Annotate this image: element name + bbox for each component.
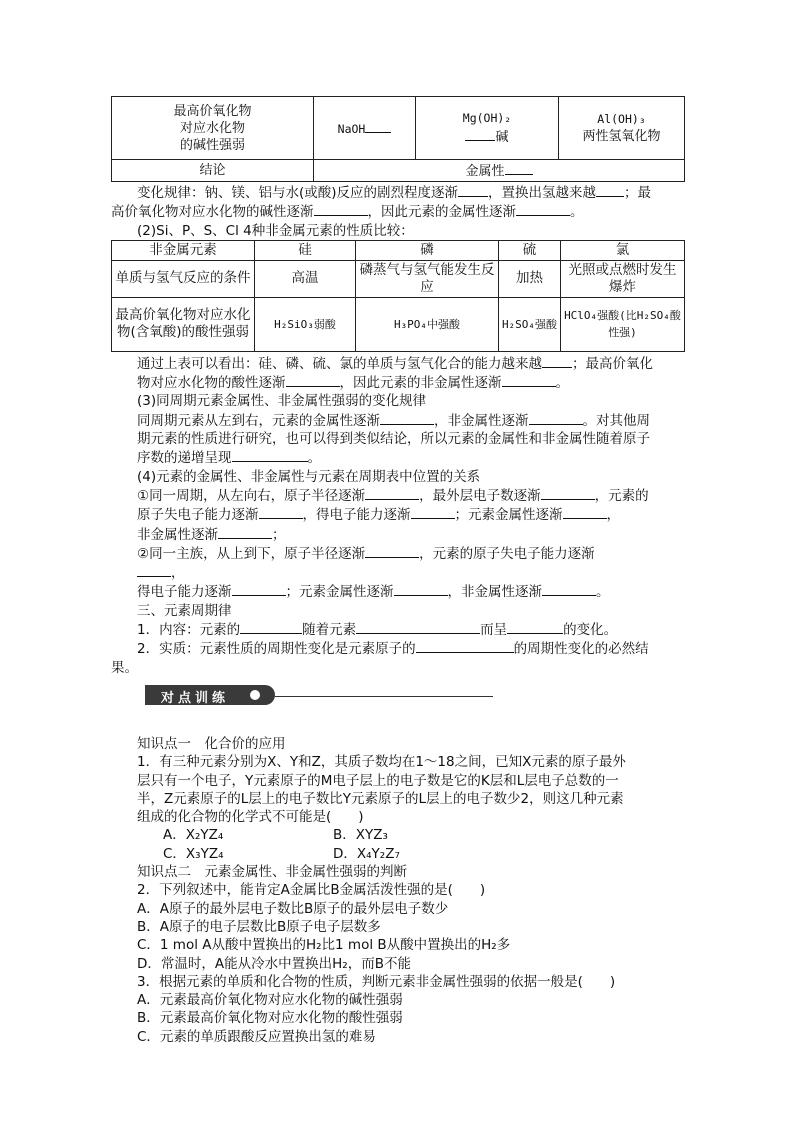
text: ；最高价氧化 — [572, 355, 653, 372]
text: ，因此元素的金属性逐渐 — [367, 204, 516, 221]
blank[interactable] — [365, 486, 419, 500]
text: 组成的化合物的化学式不可能是( ) — [137, 809, 364, 826]
text: 的周期性变化的必然结 — [513, 641, 649, 658]
header-s: 硫 — [499, 240, 561, 260]
text: 物对应水化物的酸性逐渐 — [137, 375, 286, 392]
option-a[interactable]: A．A原子的最外层电子数比B原子的最外层电子数少 — [137, 900, 449, 917]
banner-rule — [275, 696, 493, 697]
si-acid: H₂SiO₃弱酸 — [255, 297, 356, 351]
knowledge-point-1: 知识点一 化合价的应用 — [137, 735, 286, 752]
text: 2．实质：元素性质的周期性变化是元素原子的 — [137, 641, 416, 658]
blank[interactable] — [541, 486, 595, 500]
text: ； — [272, 526, 286, 543]
option-b[interactable]: B．A原子的电子层数比B原子电子层数多 — [137, 918, 381, 935]
blank[interactable] — [240, 620, 302, 634]
option-a[interactable]: A．X₂YZ₄ — [163, 827, 224, 844]
blank[interactable] — [542, 354, 572, 368]
blank[interactable] — [380, 411, 434, 425]
text: 高价氧化物对应水化物的碱性逐渐 — [111, 204, 314, 221]
text: ， — [606, 507, 620, 524]
blank[interactable] — [411, 505, 455, 519]
blank[interactable] — [542, 582, 596, 596]
text: 同周期元素从左到右，元素的金属性逐渐 — [137, 412, 380, 429]
blank[interactable] — [529, 411, 583, 425]
blank[interactable] — [286, 373, 340, 387]
text: 。 — [307, 450, 321, 467]
text: ①同一周期，从左向右，原子半径逐渐 — [137, 487, 366, 504]
practice-banner — [137, 685, 685, 707]
header-p: 磷 — [356, 240, 499, 260]
text: ，非金属性逐渐 — [447, 584, 542, 601]
text: ，得电子能力逐渐 — [302, 507, 411, 524]
header-element: 非金属元素 — [112, 240, 255, 260]
text: ，最外层电子数逐渐 — [419, 487, 541, 504]
text: ；元素金属性逐渐 — [454, 507, 563, 524]
blank[interactable] — [314, 202, 368, 216]
blank[interactable] — [507, 620, 563, 634]
mgoh2-cell — [416, 97, 559, 160]
rule-paragraph — [111, 183, 685, 202]
metal-comparison-table — [111, 96, 685, 182]
body-text — [111, 354, 685, 677]
option-c[interactable]: C．X₃YZ₄ — [163, 845, 224, 862]
text: 得电子能力逐渐 — [137, 584, 232, 601]
option-d[interactable]: D．常温时，A能从冷水中置换出H₂，而B不能 — [137, 955, 411, 972]
aloh3-desc: 两性氢氧化物 — [582, 129, 661, 144]
blank[interactable] — [259, 505, 303, 519]
text: 果。 — [111, 659, 138, 676]
text: 而呈 — [480, 622, 508, 639]
practice-section — [111, 735, 685, 1046]
mgoh2-label: Mg(OH)₂ — [462, 111, 512, 125]
text: ， — [171, 565, 185, 582]
text: ，元素的原子失电子能力逐渐 — [419, 545, 595, 562]
text: 非金属性逐渐 — [137, 526, 218, 543]
metallicity-label: 金属性 — [465, 164, 505, 179]
option-b[interactable]: B．XYZ₃ — [333, 827, 388, 844]
conclusion-cell — [314, 160, 685, 182]
conclusion-label: 结论 — [112, 160, 314, 182]
text: 层只有一个电子，Y元素原子的M电子层上的电子数是它的K层和L层电子总数的一 — [137, 772, 619, 789]
blank[interactable] — [137, 563, 171, 577]
naoh-label: NaOH — [337, 121, 366, 136]
text: 。 — [570, 204, 584, 221]
text: ，非金属性逐渐 — [434, 412, 529, 429]
text: ，元素的 — [594, 487, 649, 504]
blank[interactable] — [365, 544, 419, 558]
row-label-acidity: 最高价氧化物对应水化物(含氧酸)的酸性强弱 — [112, 297, 255, 351]
blank[interactable] — [516, 202, 570, 216]
text: 期元素的性质进行研究，也可以得到类似结论，所以元素的金属性和非金属性随着原子 — [137, 431, 650, 448]
option-d[interactable]: D．X₄Y₂Z₇ — [333, 845, 400, 862]
question-1: 1．有三种元素分别为X、Y和Z，其质子数均在1～18之间，已知X元素的原子最外 — [137, 754, 626, 771]
section-heading-nonmetal: (2)Si、P、S、Cl 4种非金属元素的性质比较： — [137, 222, 414, 239]
s-reaction: 加热 — [499, 260, 561, 297]
blank[interactable] — [365, 119, 391, 133]
blank[interactable] — [465, 127, 495, 141]
option-c[interactable]: C．1 mol A从酸中置换出的H₂比1 mol B从酸中置换出的H₂多 — [137, 937, 511, 954]
question-3: 3．根据元素的单质和化合物的性质，判断元素非金属性强弱的依据一般是( ) — [137, 973, 616, 990]
option-a[interactable]: A．元素最高价氧化物对应水化物的碱性强弱 — [137, 992, 403, 1009]
blank[interactable] — [394, 582, 448, 596]
question-2: 2．下列叙述中，能肯定A金属比B金属活泼性强的是( ) — [137, 882, 486, 899]
row-label-h2-reaction: 单质与氢气反应的条件 — [112, 260, 255, 297]
header-cl: 氯 — [561, 240, 685, 260]
text: 变化规律：钠、镁、铝与水(或酸)反应的剧烈程度逐渐 — [137, 185, 459, 201]
text: 随着元素 — [302, 622, 357, 639]
cl-reaction: 光照或点燃时发生爆炸 — [561, 260, 685, 297]
text: 原子失电子能力逐渐 — [137, 507, 259, 524]
blank[interactable] — [416, 639, 514, 653]
text: 半，Z元素原子的L层上的电子数比Y元素原子的L层上的电子数少2，则这几种元素 — [137, 790, 624, 807]
text: 通过上表可以看出：硅、磷、硫、氯的单质与氢气化合的能力越来越 — [137, 355, 542, 372]
bullet-icon — [250, 690, 260, 700]
knowledge-point-2: 知识点二 元素金属性、非金属性强弱的判断 — [137, 864, 407, 881]
blank[interactable] — [356, 620, 480, 634]
si-reaction: 高温 — [255, 260, 356, 297]
cl-acid: HClO₄强酸(比H₂SO₄酸性强) — [561, 297, 685, 351]
nonmetal-comparison-table — [111, 240, 685, 352]
blank[interactable] — [505, 161, 533, 175]
option-b[interactable]: B．元素最高价氧化物对应水化物的酸性强弱 — [137, 1010, 403, 1027]
text: 。 — [596, 584, 610, 601]
section-heading-position: (4)元素的金属性、非金属性与元素在周期表中位置的关系 — [137, 468, 481, 485]
text: 。对其他周 — [582, 412, 650, 429]
blank[interactable] — [218, 525, 272, 539]
blank[interactable] — [458, 183, 488, 197]
section-heading-periodic-law: 三、元素周期律 — [137, 602, 232, 619]
blank[interactable] — [596, 183, 624, 197]
p-reaction: 磷蒸气与氢气能发生反应 — [356, 260, 499, 297]
page — [111, 96, 685, 1046]
text: ，置换出氢越来越 — [488, 185, 597, 201]
text: ；元素金属性逐渐 — [285, 584, 394, 601]
text: 1．内容：元素的 — [137, 622, 241, 639]
header-si: 硅 — [255, 240, 356, 260]
mgoh2-suffix: 碱 — [495, 130, 509, 145]
blank[interactable] — [502, 373, 556, 387]
text: ②同一主族，从上到下，原子半径逐渐 — [137, 545, 366, 562]
text: ，因此元素的非金属性逐渐 — [339, 375, 502, 392]
naoh-cell — [314, 97, 416, 160]
blank[interactable] — [232, 582, 286, 596]
blank[interactable] — [232, 448, 308, 462]
cell-line: 对应水化物 — [179, 120, 245, 136]
p-acid: H₃PO₄中强酸 — [356, 297, 499, 351]
option-c[interactable]: C．元素的单质跟酸反应置换出氢的难易 — [137, 1028, 376, 1045]
text: 的变化。 — [563, 622, 618, 639]
text: 。 — [555, 375, 569, 392]
s-acid: H₂SO₄强酸 — [499, 297, 561, 351]
row-label-base-strength — [112, 97, 314, 160]
cell-line: 的碱性强弱 — [179, 137, 245, 153]
blank[interactable] — [563, 505, 607, 519]
text: 序数的递增呈现 — [137, 450, 232, 467]
cell-line: 最高价氧化物 — [173, 103, 252, 119]
aloh3-label: Al(OH)₃ — [597, 112, 646, 126]
aloh3-cell — [559, 97, 685, 160]
section-heading-period: (3)同周期元素金属性、非金属性强弱的变化规律 — [137, 393, 427, 410]
rule-paragraph-2 — [111, 202, 685, 221]
text: ；最 — [624, 185, 652, 201]
practice-banner-label: 对点训练 — [161, 690, 230, 706]
